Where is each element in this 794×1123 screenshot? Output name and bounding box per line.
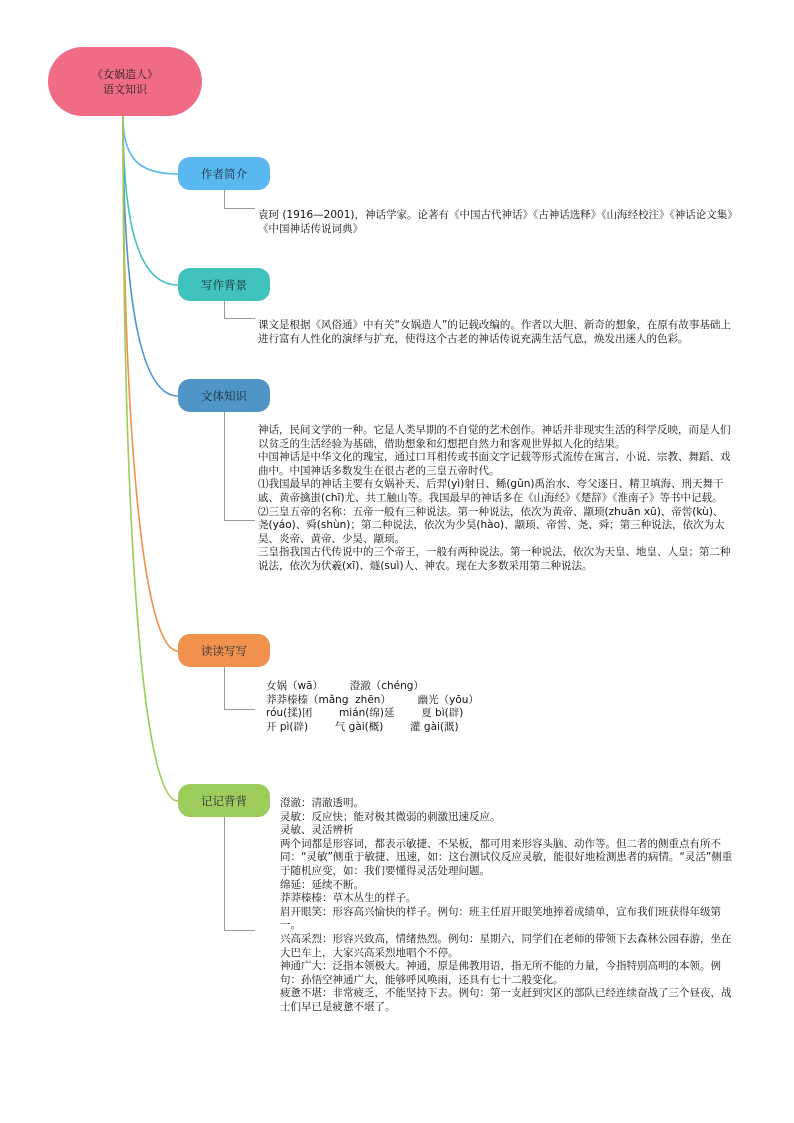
content-line: 灵敏、灵活辨析 [280,824,354,837]
content-line: 澄澈：清澈透明。 [280,797,364,809]
bracket-read-write [224,667,255,710]
branch-read-write-label: 读读写写 [201,643,247,658]
content-line: 袁珂 (1916—2001)，神话学家。论著有《中国古代神话》《古神话选释》《山海经校注》《神话论文集》《中国神话传说词典》 [258,209,733,235]
connector-author [123,116,178,174]
connector-genre [123,116,178,396]
content-line: ⑵三皇五帝的名称：五帝一般有三种说法。第一种说法，依次为黄帝、颛顼(zhuān xū)、帝喾(kù)、尧(yáo)、舜(shùn)；第二种说法，依次为少昊(hào)、颛顼、帝喾、尧、舜；第三种说法，依次为太昊、炎帝、黄帝、少昊、颛顼。 [258,505,725,545]
bracket-author-intro [224,190,255,209]
content-line: 兴高采烈：形容兴致高，情绪热烈。例句：星期六，同学们在老师的带领下去森林公园春游，坐在大巴车上，大家兴高采烈地唱个不停。 [280,932,732,959]
branch-read-write[interactable] [178,634,270,667]
content-line: 疲惫不堪：非常疲乏，不能坚持下去。例句：第一支赶到灾区的部队已经连续奋战了三个昼夜，战士们早已是疲惫不堪了。 [280,987,732,1013]
content-line: 灵敏：反应快；能对极其微弱的刺激迅速反应。 [280,810,501,823]
branch-writing-background-label: 写作背景 [201,277,247,292]
content-line: ⑴我国最早的神话主要有女娲补天、后羿(yì)射日、鲧(gǔn)禹治水、夸父逐日、精卫填海、刑天舞干戚、黄帝擒蚩(chī)尤、共工触山等。我国最早的神话多在《山海经》《楚辞》《淮南子》等书中记载。 [258,478,724,504]
content-line: 莽莽榛榛（mǎng zhēn） 幽光（yōu） [266,693,479,706]
connector-background [123,116,178,285]
content-line: 神通广大：泛指本领极大。神通，原是佛教用语，指无所不能的力量，今指特别高明的本领。例句：孙悟空神通广大，能够呼风唤雨，还具有七十二般变化。 [280,960,721,986]
root-node[interactable] [48,47,202,116]
bracket-memorize [224,817,255,931]
content-genre-knowledge [258,424,733,574]
content-line: 三皇指我国古代传说中的三个帝王，一般有两种说法。第一种说法，依次为天皇、地皇、人皇；第二种说法，依次为伏羲(xī)、燧(suì)人、神农。现在大多数采用第二种说法。 [258,546,731,572]
connector-memorize [123,116,178,801]
branch-genre-knowledge-label: 文体知识 [201,388,247,403]
branch-author-intro-label: 作者简介 [201,166,247,181]
content-line: 莽莽榛榛：草木丛生的样子。 [280,892,417,905]
branch-memorize-label: 记记背背 [201,793,247,808]
root-title: 《女娲造人》 [92,67,158,81]
content-line: 课文是根据《风俗通》中有关“女娲造人”的记载改编的。作者以大胆、新奇的想象，在原有故事基础上进行富有人性化的演绎与扩充，使得这个古老的神话传说充满生活气息，焕发出迷人的色彩。 [258,319,731,345]
content-line: 两个词都是形容词，都表示敏捷、不呆板，都可用来形容头脑、动作等。但二者的侧重点有所不同：“灵敏”侧重于敏捷、迅速，如：这台测试仪反应灵敏，能很好地检测患者的病情。“灵活”侧重于随机应变，如：我们要懂得灵活处理问题。 [280,837,733,877]
content-author-intro [258,209,733,236]
content-line: róu(揉)团 mián(绵)延 夏 bì(辟) [266,707,464,720]
branch-writing-background[interactable] [178,268,270,301]
branch-memorize[interactable] [178,784,270,817]
content-line: 开 pì(辟) 气 gài(概) 灌 gài(溉) [266,720,459,733]
content-line: 中国神话是中华文化的瑰宝，通过口耳相传或书面文字记载等形式流传在寓言、小说、宗教、舞蹈、戏曲中。中国神话多数发生在很古老的三皇五帝时代。 [258,451,731,477]
content-memorize [280,797,735,1015]
connector-reading [123,116,178,651]
content-line: 神话，民间文学的一种。它是人类早期的不自觉的艺术创作。神话并非现实生活的科学反映，而是人们以贫乏的生活经验为基础，借助想象和幻想把自然力和客观世界拟人化的结果。 [258,424,731,450]
branch-genre-knowledge[interactable] [178,379,270,412]
content-line: 眉开眼笑：形容高兴愉快的样子。例句：班主任眉开眼笑地捧着成绩单，宣布我们班获得年级第一。 [280,905,721,932]
content-read-write [266,680,741,734]
content-line: 绵延：延续不断。 [280,878,364,891]
root-subtitle: 语文知识 [103,82,147,96]
bracket-writing-background [224,301,255,319]
branch-author-intro[interactable] [178,157,270,190]
bracket-genre-knowledge [224,412,255,521]
content-writing-background [258,319,733,346]
content-line: 女娲（wā） 澄澈（chéng） [266,680,424,692]
